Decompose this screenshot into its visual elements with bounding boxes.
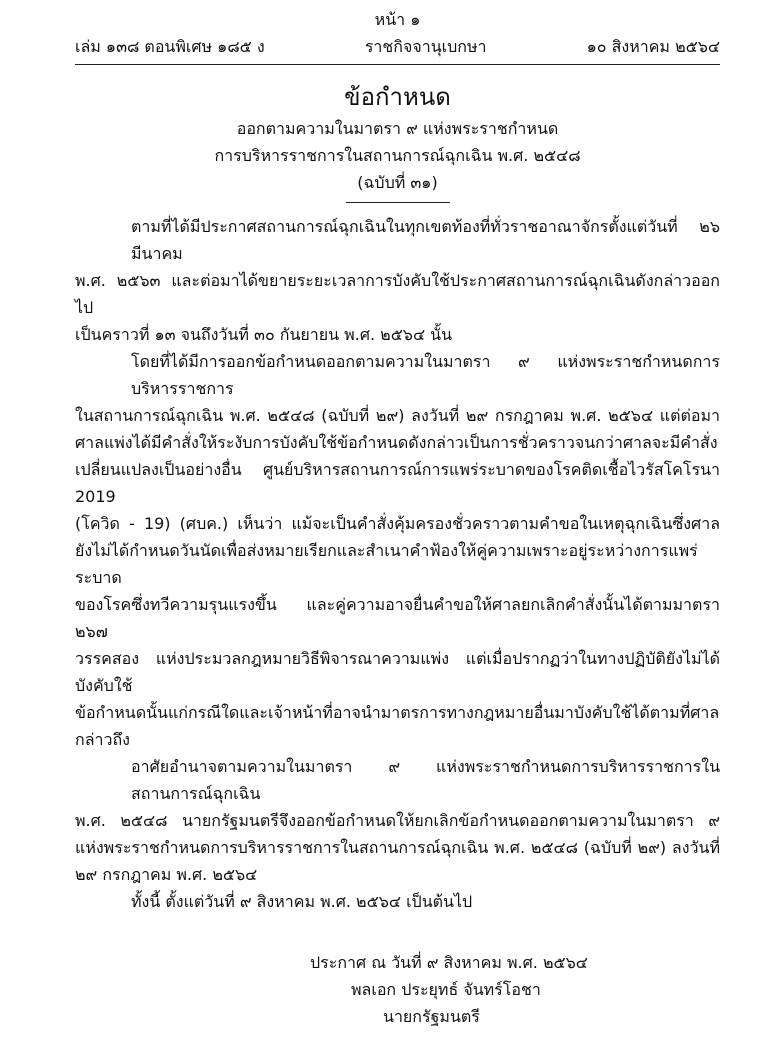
- body-line: อาศัยอำนาจตามความในมาตรา ๙ แห่งพระราชกำหนดการบริหารราชการในสถานการณ์ฉุกเฉิน: [131, 757, 720, 803]
- signature-block: [75, 949, 720, 1030]
- body-line: เป็นคราวที่ ๑๓ จนถึงวันที่ ๓๐ กันยายน พ.ศ. ๒๕๖๔ นั้น: [75, 325, 453, 344]
- title-divider: [346, 202, 450, 203]
- announcement-date: ประกาศ ณ วันที่ ๙ สิงหาคม พ.ศ. ๒๕๖๔: [310, 953, 588, 972]
- body-line: พ.ศ. ๒๕๔๘ นายกรัฐมนตรีจึงออกข้อกำหนดให้ยกเลิกข้อกำหนดออกตามความในมาตรา ๙: [75, 811, 720, 830]
- volume-issue: เล่ม ๑๓๘ ตอนพิเศษ ๑๘๕ ง: [75, 37, 265, 56]
- body-line: ๒๙ กรกฎาคม พ.ศ. ๒๕๖๔: [75, 865, 258, 884]
- signatory-name: พลเอก ประยุทธ์ จันทร์โอชา: [351, 980, 541, 999]
- body-line: แห่งพระราชกำหนดการบริหารราชการในสถานการณ์ฉุกเฉิน พ.ศ. ๒๕๔๘ (ฉบับที่ ๒๙) ลงวันที่: [75, 838, 720, 857]
- header-divider: [75, 64, 720, 65]
- subtitle-line: การบริหารราชการในสถานการณ์ฉุกเฉิน พ.ศ. ๒๕๔๘: [214, 146, 581, 165]
- body-line: ตามที่ได้มีประกาศสถานการณ์ฉุกเฉินในทุกเขตท้องที่ทั่วราชอาณาจักรตั้งแต่วันที่ ๒๖ มีนาคม: [131, 217, 720, 263]
- signatory-position: นายกรัฐมนตรี: [383, 1007, 480, 1026]
- body-line: ในสถานการณ์ฉุกเฉิน พ.ศ. ๒๕๔๘ (ฉบับที่ ๒๙) ลงวันที่ ๒๙ กรกฎาคม พ.ศ. ๒๕๖๔ แต่ต่อมา: [75, 406, 720, 425]
- body-line: โดยที่ได้มีการออกข้อกำหนดออกตามความในมาตรา ๙ แห่งพระราชกำหนดการบริหารราชการ: [131, 352, 720, 398]
- publication-date: ๑๐ สิงหาคม ๒๕๖๔: [586, 37, 720, 56]
- body-line: เปลี่ยนแปลงเป็นอย่างอื่น ศูนย์บริหารสถานการณ์การแพร่ระบาดของโรคติดเชื้อไวรัสโคโรนา 2019: [75, 460, 720, 506]
- body-line: ของโรคซึ่งทวีความรุนแรงขึ้น และคู่ความอาจยื่นคำขอให้ศาลยกเลิกคำสั่งนั้นได้ตามมาตรา ๒๖๗: [75, 595, 720, 641]
- document-body: [75, 213, 720, 915]
- body-line: ศาลแพ่งได้มีคำสั่งให้ระงับการบังคับใช้ข้อกำหนดดังกล่าวเป็นการชั่วคราวจนกว่าศาลจะมีคำสั่ง: [75, 433, 718, 452]
- body-line: ทั้งนี้ ตั้งแต่วันที่ ๙ สิงหาคม พ.ศ. ๒๕๖๔ เป็นต้นไป: [131, 892, 473, 911]
- subtitle-line: (ฉบับที่ ๓๑): [357, 173, 438, 192]
- body-line: ยังไม่ได้กำหนดวันนัดเพื่อส่งหมายเรียกและสำเนาคำฟ้องให้คู่ความเพราะอยู่ระหว่างการแพร่ระบาด: [75, 541, 698, 587]
- body-line: วรรคสอง แห่งประมวลกฎหมายวิธีพิจารณาความแพ่ง แต่เมื่อปรากฏว่าในทางปฏิบัติยังไม่ได้บังคับใช้: [75, 649, 720, 695]
- gazette-header: [75, 6, 720, 65]
- body-line: ข้อกำหนดนั้นแก่กรณีใดและเจ้าหน้าที่อาจนำมาตรการทางกฎหมายอื่นมาบังคับใช้ได้ตามที่ศาลกล่าวถึง: [75, 703, 720, 749]
- document-title: ข้อกำหนด: [344, 83, 451, 111]
- publication-name: ราชกิจจานุเบกษา: [364, 37, 487, 56]
- body-line: พ.ศ. ๒๕๖๓ และต่อมาได้ขยายระยะเวลาการบังคับใช้ประกาศสถานการณ์ฉุกเฉินดังกล่าวออกไป: [75, 271, 720, 317]
- document-heading: [75, 79, 720, 203]
- body-line: (โควิด - 19) (ศบค.) เห็นว่า แม้จะเป็นคำสั่งคุ้มครองชั่วคราวตามคำขอในเหตุฉุกเฉินซึ่งศาล: [75, 514, 720, 533]
- subtitle-line: ออกตามความในมาตรา ๙ แห่งพระราชกำหนด: [236, 119, 559, 138]
- page-number: หน้า ๑: [374, 10, 421, 29]
